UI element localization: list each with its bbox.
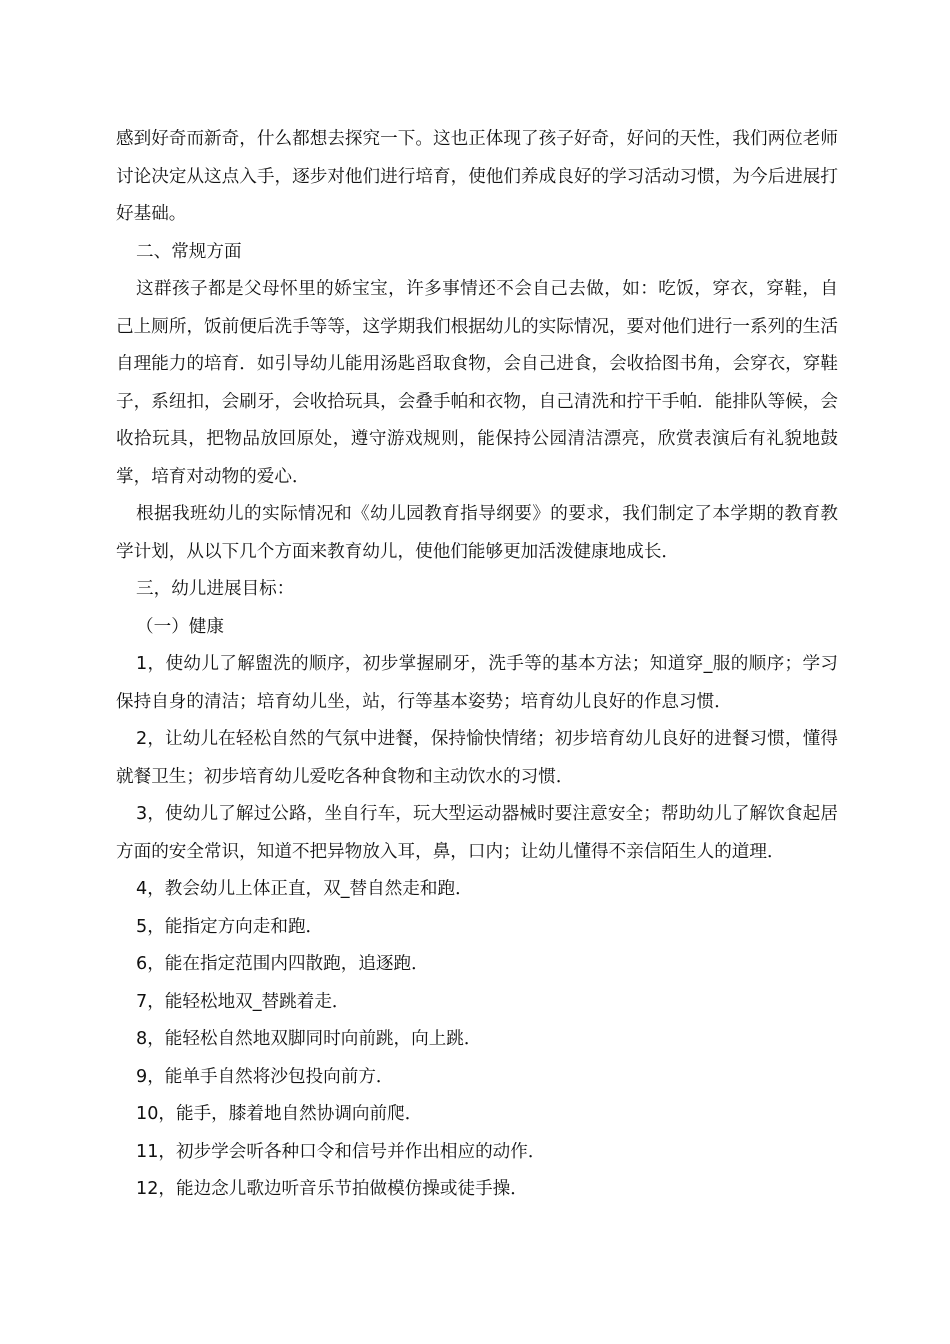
section-heading-goals: 三，幼儿进展目标： (136, 579, 295, 599)
list-item: 1，使幼儿了解盥洗的顺序，初步掌握刷牙，洗手等的基本方法；知道穿_服的顺序；学习保持自身的清洁；培育幼儿坐，站，行等基本姿势；培育幼儿良好的作息习惯． (116, 654, 838, 712)
list-item: 9，能单手自然将沙包投向前方． (136, 1066, 394, 1087)
list-item: 2，让幼儿在轻松自然的气氛中进餐，保持愉快情绪；初步培育幼儿良好的进餐习惯，懂得就餐卫生；初步培育幼儿爱吃各种食物和主动饮水的习惯． (116, 729, 838, 787)
list-item: 4，教会幼儿上体正直，双_替自然走和跑． (136, 879, 473, 899)
list-item: 8，能轻松自然地双脚同时向前跳，向上跳． (136, 1029, 482, 1049)
section-heading-routine: 二、常规方面 (136, 241, 242, 262)
list-item: 7，能轻松地双_替跳着走． (136, 991, 350, 1012)
list-item: 10，能手，膝着地自然协调向前爬． (136, 1104, 423, 1124)
document-body (116, 121, 838, 1209)
subheading-health: （一）健康 (136, 616, 224, 637)
paragraph-plan: 根据我班幼儿的实际情况和《幼儿园教育指导纲要》的要求，我们制定了本学期的教育教学计划，从以下几个方面来教育幼儿，使他们能够更加活泼健康地成长． (116, 504, 838, 562)
list-item: 5，能指定方向走和跑． (136, 916, 324, 937)
list-item: 6，能在指定范围内四散跑，追逐跑． (136, 954, 429, 974)
list-item: 11，初步学会听各种口令和信号并作出相应的动作． (136, 1141, 546, 1162)
list-item: 12，能边念儿歌边听音乐节拍做模仿操或徒手操． (136, 1179, 528, 1199)
paragraph-intro-continued: 感到好奇而新奇，什么都想去探究一下。这也正体现了孩子好奇，好问的天性，我们两位老师讨论决定从这点入手，逐步对他们进行培育，使他们养成良好的学习活动习惯，为今后进展打好基础。 (116, 129, 838, 224)
list-item: 3，使幼儿了解过公路，坐自行车，玩大型运动器械时要注意安全；帮助幼儿了解饮食起居方面的安全常识，知道不把异物放入耳，鼻，口内；让幼儿懂得不亲信陌生人的道理． (116, 804, 838, 862)
paragraph-routine: 这群孩子都是父母怀里的娇宝宝，许多事情还不会自己去做，如：吃饭，穿衣，穿鞋，自己上厕所，饭前便后洗手等等，这学期我们根据幼儿的实际情况，要对他们进行一系列的生活自理能力的培育．如引导幼儿能用汤匙舀取食物，会自己进食，会收拾图书角，会穿衣，穿鞋子，系纽扣，会刷牙，会收拾玩具，会叠手帕和衣物，自己清洗和拧干手帕．能排队等候，会收拾玩具，把物品放回原处，遵守游戏规则，能保持公园清洁漂亮，欣赏表演后有礼貌地鼓掌，培育对动物的爱心． (116, 279, 838, 487)
